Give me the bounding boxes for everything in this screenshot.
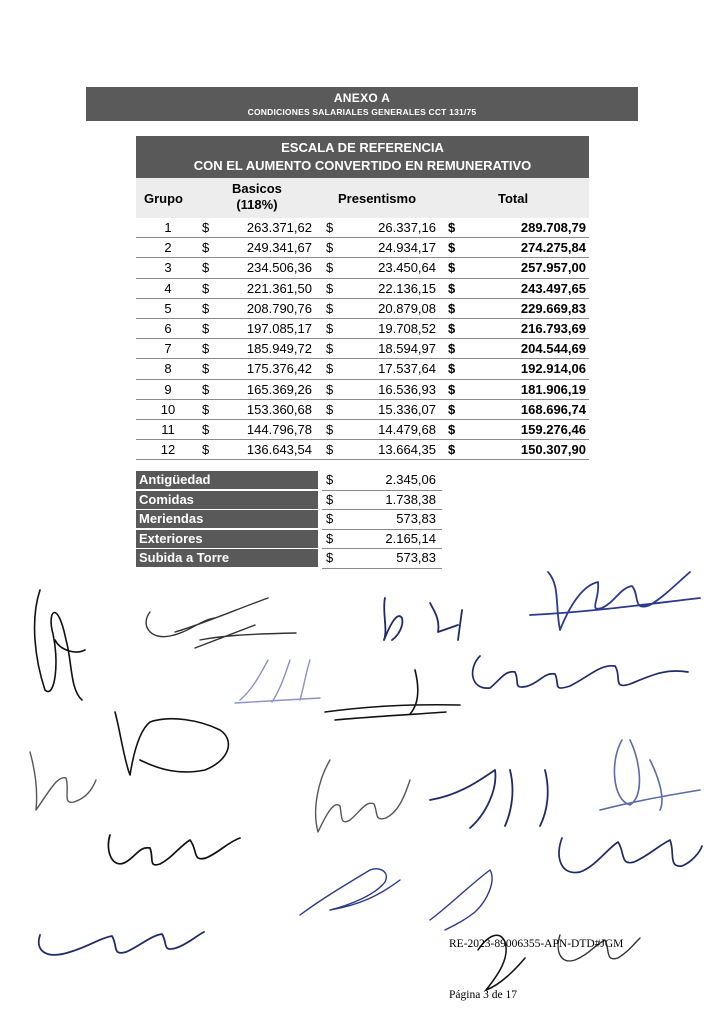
currency-symbol: $	[326, 280, 334, 296]
total-cell: 181.906,19	[520, 381, 586, 397]
grupo-cell: 8	[164, 361, 172, 377]
scale-title-line2: CON EL AUMENTO CONVERTIDO EN REMUNERATIVO	[193, 158, 532, 173]
currency-symbol: $	[326, 511, 334, 526]
grupo-cell: 10	[160, 401, 176, 417]
presentismo-cell: 13.664,35	[378, 442, 436, 458]
currency-symbol: $	[202, 260, 210, 276]
table-row	[136, 258, 589, 278]
additional-row	[136, 530, 442, 550]
currency-symbol: $	[448, 341, 456, 357]
additional-value: 2.345,06	[385, 472, 436, 487]
currency-symbol: $	[326, 260, 334, 276]
grupo-cell: 9	[164, 381, 172, 397]
signature-1	[35, 590, 85, 700]
total-cell: 216.793,69	[520, 320, 586, 336]
currency-symbol: $	[202, 280, 210, 296]
currency-symbol: $	[202, 381, 210, 397]
signature-16	[430, 870, 492, 930]
total-cell: 192.914,06	[520, 361, 586, 377]
currency-symbol: $	[448, 300, 456, 316]
currency-symbol: $	[326, 472, 334, 487]
presentismo-cell: 14.479,68	[378, 421, 436, 437]
signature-14	[559, 838, 702, 873]
currency-symbol: $	[448, 401, 456, 417]
signature-3	[384, 598, 462, 640]
additional-label: Comidas	[136, 491, 318, 509]
total-cell: 243.497,65	[520, 280, 586, 296]
signature-6	[235, 660, 320, 703]
presentismo-cell: 18.594,97	[378, 341, 436, 357]
annex-header	[86, 87, 638, 121]
grupo-cell: 3	[164, 260, 172, 276]
currency-symbol: $	[326, 300, 334, 316]
additional-row	[136, 510, 442, 530]
additional-value: 573,83	[396, 511, 436, 526]
currency-symbol: $	[326, 381, 334, 397]
signature-17	[39, 932, 204, 955]
grupo-cell: 7	[164, 341, 172, 357]
annex-subtitle: CONDICIONES SALARIALES GENERALES CCT 131/75	[247, 107, 477, 117]
total-cell: 150.307,90	[520, 442, 586, 458]
presentismo-cell: 17.537,64	[378, 361, 436, 377]
additional-value: 573,83	[396, 550, 436, 565]
total-cell: 159.276,46	[520, 421, 586, 437]
signature-2	[146, 598, 296, 648]
table-row	[136, 400, 589, 420]
header-total: Total	[498, 191, 529, 206]
total-cell: 168.696,74	[520, 401, 586, 417]
signature-4	[530, 572, 700, 630]
additional-row	[136, 491, 442, 511]
signature-7	[325, 670, 460, 720]
currency-symbol: $	[202, 421, 210, 437]
basicos-cell: 144.796,78	[246, 421, 312, 437]
basicos-cell: 165.369,26	[246, 381, 312, 397]
additional-row	[136, 549, 442, 569]
currency-symbol: $	[326, 401, 334, 417]
currency-symbol: $	[448, 260, 456, 276]
basicos-cell: 175.376,42	[246, 361, 312, 377]
signature-10	[316, 760, 410, 832]
total-cell: 274.275,84	[520, 240, 586, 256]
header-basicos	[232, 181, 282, 213]
basicos-cell: 185.949,72	[246, 341, 312, 357]
header-presentismo: Presentismo	[338, 191, 417, 206]
presentismo-cell: 24.934,17	[378, 240, 436, 256]
additional-label: Meriendas	[136, 510, 318, 528]
signature-8	[115, 712, 228, 775]
basicos-cell: 234.506,36	[246, 260, 312, 276]
currency-symbol: $	[326, 442, 334, 458]
grupo-cell: 4	[164, 280, 172, 296]
currency-symbol: $	[202, 240, 210, 256]
header-grupo: Grupo	[144, 191, 183, 206]
currency-symbol: $	[202, 300, 210, 316]
currency-symbol: $	[202, 401, 210, 417]
basicos-cell: 249.341,67	[246, 240, 312, 256]
signature-11	[430, 770, 548, 828]
total-cell: 289.708,79	[520, 220, 586, 235]
total-cell: 229.669,83	[520, 300, 586, 316]
signature-15	[300, 869, 400, 915]
currency-symbol: $	[326, 361, 334, 377]
presentismo-cell: 15.336,07	[378, 401, 436, 417]
basicos-cell: 153.360,68	[246, 401, 312, 417]
additional-label: Exteriores	[136, 530, 318, 548]
salary-table	[136, 218, 589, 460]
currency-symbol: $	[448, 381, 456, 397]
additional-row	[136, 471, 442, 491]
basicos-cell: 136.643,54	[246, 442, 312, 458]
table-row	[136, 279, 589, 299]
header-basicos-line1: Basicos	[232, 181, 282, 196]
table-column-headers	[136, 178, 589, 218]
currency-symbol: $	[326, 491, 334, 507]
scale-title-line1: ESCALA DE REFERENCIA	[281, 140, 444, 155]
page-number: Página 3 de 17	[449, 989, 518, 1001]
table-row	[136, 420, 589, 440]
basicos-cell: 263.371,62	[246, 220, 312, 235]
currency-symbol: $	[326, 341, 334, 357]
basicos-cell: 221.361,50	[246, 280, 312, 296]
table-row	[136, 339, 589, 359]
currency-symbol: $	[448, 442, 456, 458]
additional-label: Subida a Torre	[136, 549, 318, 567]
annex-title: ANEXO A	[333, 91, 391, 105]
scale-title	[136, 136, 589, 178]
currency-symbol: $	[448, 361, 456, 377]
grupo-cell: 2	[164, 240, 172, 256]
presentismo-cell: 19.708,52	[378, 320, 436, 336]
header-basicos-line2: (118%)	[236, 197, 278, 212]
currency-symbol: $	[326, 421, 334, 437]
currency-symbol: $	[202, 361, 210, 377]
additionals-table	[136, 471, 442, 569]
total-cell: 204.544,69	[520, 341, 586, 357]
table-row	[136, 319, 589, 339]
currency-symbol: $	[326, 320, 334, 336]
grupo-cell: 6	[164, 320, 172, 336]
presentismo-cell: 22.136,15	[378, 280, 436, 296]
currency-symbol: $	[326, 220, 334, 235]
currency-symbol: $	[448, 220, 456, 235]
signature-12	[600, 740, 700, 810]
total-cell: 257.957,00	[520, 260, 586, 276]
presentismo-cell: 26.337,16	[378, 220, 436, 235]
presentismo-cell: 20.879,08	[378, 300, 436, 316]
currency-symbol: $	[326, 550, 334, 565]
currency-symbol: $	[326, 530, 334, 546]
currency-symbol: $	[202, 442, 210, 458]
signature-9	[30, 752, 96, 810]
table-row	[136, 380, 589, 400]
document-id: RE-2023-89006355-APN-DTD#JGM	[449, 938, 624, 950]
grupo-cell: 5	[164, 300, 172, 316]
currency-symbol: $	[326, 240, 334, 256]
grupo-cell: 1	[164, 220, 172, 235]
presentismo-cell: 16.536,93	[378, 381, 436, 397]
table-row	[136, 238, 589, 258]
currency-symbol: $	[448, 320, 456, 336]
currency-symbol: $	[202, 320, 210, 336]
table-row	[136, 359, 589, 379]
additional-value: 2.165,14	[385, 530, 436, 546]
currency-symbol: $	[448, 280, 456, 296]
grupo-cell: 12	[160, 442, 176, 458]
table-row	[136, 218, 589, 238]
basicos-cell: 197.085,17	[246, 320, 312, 336]
currency-symbol: $	[202, 341, 210, 357]
currency-symbol: $	[448, 421, 456, 437]
table-row	[136, 440, 589, 460]
basicos-cell: 208.790,76	[246, 300, 312, 316]
table-row	[136, 299, 589, 319]
currency-symbol: $	[202, 220, 210, 235]
signature-5	[473, 656, 688, 688]
additional-value: 1.738,38	[385, 491, 436, 507]
signature-13	[108, 835, 240, 865]
currency-symbol: $	[448, 240, 456, 256]
presentismo-cell: 23.450,64	[378, 260, 436, 276]
grupo-cell: 11	[161, 421, 175, 437]
additional-label: Antigüedad	[136, 471, 318, 489]
